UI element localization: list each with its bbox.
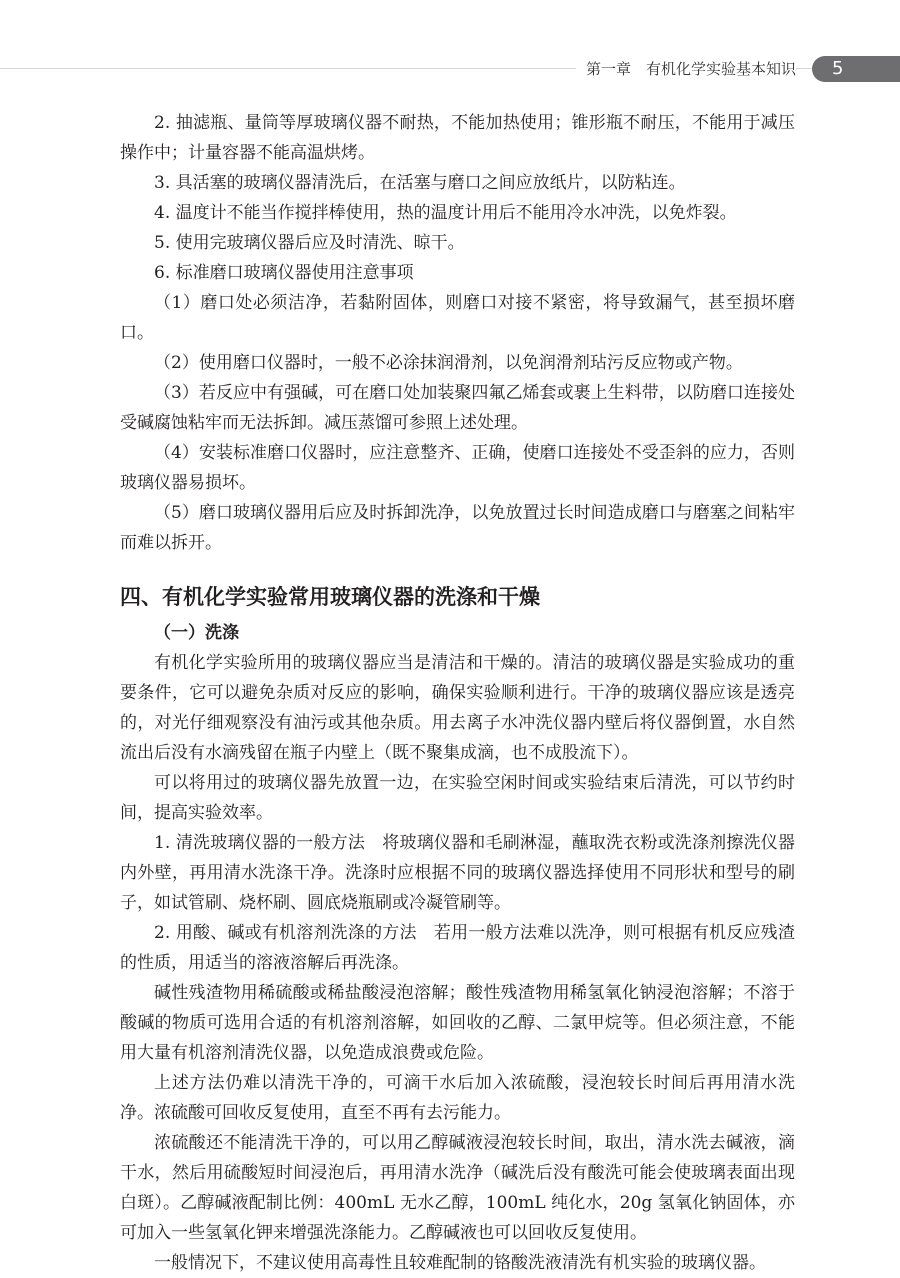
paragraph: 5. 使用完玻璃仪器后应及时清洗、晾干。 [154, 233, 465, 253]
paragraph: 一般情况下，不建议使用高毒性且较难配制的铬酸洗液清洗有机实验的玻璃仪器。 [154, 1253, 766, 1273]
paragraph: 3. 具活塞的玻璃仪器清洗后，在活塞与磨口之间应放纸片，以防粘连。 [154, 173, 686, 193]
paragraph: 1. 清洗玻璃仪器的一般方法 将玻璃仪器和毛刷淋湿，蘸取洗衣粉或洗涤剂擦洗仪器内外壁，再用清水洗涤干净。洗涤时应根据不同的玻璃仪器选择使用不同形状和型号的刷子，如试管刷、烧杯刷、圆底烧瓶刷或冷凝管刷等。 [120, 833, 795, 913]
page-number-tab [812, 56, 900, 82]
section-heading: 四、有机化学实验常用玻璃仪器的洗涤和干燥 [120, 584, 540, 609]
paragraph: 可以将用过的玻璃仪器先放置一边，在实验空闲时间或实验结束后清洗，可以节约时间，提高实验效率。 [120, 773, 795, 823]
paragraph: （5）磨口玻璃仪器用后应及时拆卸洗净，以免放置过长时间造成磨口与磨塞之间粘牢而难以拆开。 [120, 503, 795, 553]
sub-heading: （一）洗涤 [154, 623, 239, 643]
paragraph: （4）安装标准磨口仪器时，应注意整齐、正确，使磨口连接处不受歪斜的应力，否则玻璃仪器易损坏。 [120, 443, 795, 493]
paragraph: （1）磨口处必须洁净，若黏附固体，则磨口对接不紧密，将导致漏气，甚至损坏磨口。 [120, 293, 795, 343]
paragraph: 上述方法仍难以清洗干净的，可滴干水后加入浓硫酸，浸泡较长时间后再用清水洗净。浓硫酸可回收反复使用，直至不再有去污能力。 [120, 1073, 795, 1123]
chapter-title: 第一章 有机化学实验基本知识 [576, 58, 796, 80]
paragraph: （3）若反应中有强碱，可在磨口处加装聚四氟乙烯套或裹上生料带，以防磨口连接处受碱腐蚀粘牢而无法拆卸。减压蒸馏可参照上述处理。 [120, 383, 795, 433]
body-text [120, 108, 795, 1278]
paragraph: 2. 抽滤瓶、量筒等厚玻璃仪器不耐热，不能加热使用；锥形瓶不耐压，不能用于减压操作中；计量容器不能高温烘烤。 [120, 113, 795, 163]
page-number: 5 [832, 58, 844, 79]
paragraph: 碱性残渣物用稀硫酸或稀盐酸浸泡溶解；酸性残渣物用稀氢氧化钠浸泡溶解；不溶于酸碱的物质可选用合适的有机溶剂溶解，如回收的乙醇、二氯甲烷等。但必须注意，不能用大量有机溶剂清洗仪器，以免造成浪费或危险。 [120, 983, 795, 1063]
paragraph: 浓硫酸还不能清洗干净的，可以用乙醇碱液浸泡较长时间，取出，清水洗去碱液，滴干水，然后用硫酸短时间浸泡后，再用清水洗净（碱洗后没有酸洗可能会使玻璃表面出现白斑）。乙醇碱液配制比例：400mL 无水乙醇，100mL 纯化水，20g 氢氧化钠固体，亦可加入一些氢氧化钾来增强洗涤能力。乙醇碱液也可以回收反复使用。 [120, 1133, 795, 1243]
paragraph: 有机化学实验所用的玻璃仪器应当是清洁和干燥的。清洁的玻璃仪器是实验成功的重要条件，它可以避免杂质对反应的影响，确保实验顺利进行。干净的玻璃仪器应该是透亮的，对光仔细观察没有油污或其他杂质。用去离子水冲洗仪器内壁后将仪器倒置，水自然流出后没有水滴残留在瓶子内壁上（既不聚集成滴，也不成股流下）。 [120, 653, 795, 763]
paragraph: 2. 用酸、碱或有机溶剂洗涤的方法 若用一般方法难以洗净，则可根据有机反应残渣的性质，用适当的溶液溶解后再洗涤。 [120, 923, 795, 973]
paragraph: 6. 标准磨口玻璃仪器使用注意事项 [154, 263, 414, 283]
running-header [0, 56, 900, 86]
paragraph: 4. 温度计不能当作搅拌棒使用，热的温度计用后不能用冷水冲洗，以免炸裂。 [154, 203, 737, 223]
paragraph: （2）使用磨口仪器时，一般不必涂抹润滑剂，以免润滑剂玷污反应物或产物。 [154, 353, 743, 373]
